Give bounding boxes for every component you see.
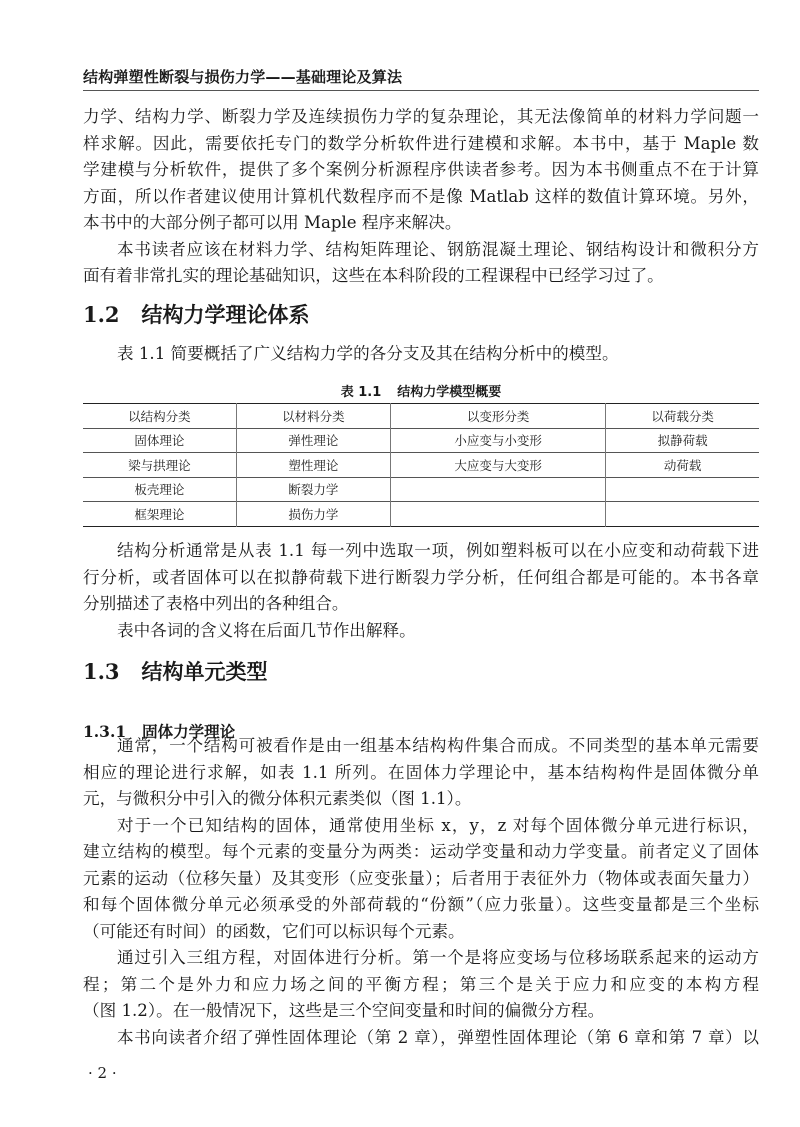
- section-number: 1.2: [83, 302, 120, 327]
- text-line: 本书中的大部分例子都可以用 Maple 程序来解决。: [83, 213, 462, 232]
- text-line: 程；第二个是外力和应力场之间的平衡方程；第三个是关于应力和应变的本构方程: [83, 974, 759, 994]
- table-cell: 大应变与大变形: [391, 453, 606, 478]
- table-header-cell: 以变形分类: [391, 404, 606, 429]
- table-row: [83, 502, 759, 527]
- table-cell: [391, 477, 606, 502]
- table-cell: 梁与拱理论: [83, 453, 236, 478]
- section-title: 结构单元类型: [141, 660, 268, 684]
- paragraph: [83, 341, 759, 368]
- table-cell: 损伤力学: [236, 502, 390, 527]
- text-line: 结构分析通常是从表 1.1 每一列中选取一项，例如塑料板可以在小应变和动荷载下进: [117, 541, 759, 560]
- text-line: 本书读者应该在材料力学、结构矩阵理论、钢筋混凝土理论、钢结构设计和微积分方: [117, 239, 759, 259]
- text-line: 分别描述了表格中列出的各种组合。: [83, 594, 349, 613]
- subsection-title: 固体力学理论: [142, 723, 236, 741]
- text-line: 方面，所以作者建议使用计算机代数程序而不是像 Matlab 这样的数值计算环境。另外，: [83, 186, 759, 206]
- table-cell: 断裂力学: [236, 477, 390, 502]
- table-row: [83, 453, 759, 478]
- table-title: 结构力学模型概要: [397, 385, 502, 400]
- section-title: 结构力学理论体系: [141, 303, 310, 327]
- section-heading-1-2: [83, 299, 310, 329]
- table-cell: 固体理论: [83, 428, 236, 453]
- table-row: [83, 477, 759, 502]
- text-line: 面有着非常扎实的理论基础知识，这些在本科阶段的工程课程中已经学习过了。: [83, 266, 664, 285]
- table-cell: 动荷载: [606, 453, 759, 478]
- paragraph: [83, 538, 759, 644]
- text-line: 通常，一个结构可被看作是由一组基本结构构件集合而成。不同类型的基本单元需要: [117, 736, 759, 755]
- table-cell: [391, 502, 606, 527]
- table-cell: 塑性理论: [236, 453, 390, 478]
- paragraph: [83, 104, 759, 290]
- running-header: 结构弹塑性断裂与损伤力学——基础理论及算法: [83, 68, 403, 86]
- table-cell: 板壳理论: [83, 477, 236, 502]
- text-line: 行分析，或者固体可以在拟静荷载下进行断裂力学分析，任何组合都是可能的。本书各章: [83, 567, 759, 587]
- text-line: 相应的理论进行求解，如表 1.1 所列。在固体力学理论中，基本结构构件是固体微分单: [83, 762, 759, 782]
- subsection-number: 1.3.1: [83, 722, 127, 741]
- table-cell: 小应变与小变形: [391, 428, 606, 453]
- model-table: [83, 403, 759, 527]
- text-line: 样求解。因此，需要依托专门的数学分析软件进行建模和求解。本书中，基于 Maple 数: [83, 133, 759, 153]
- page-number: · 2 ·: [88, 1064, 117, 1082]
- table-cell: 拟静荷载: [606, 428, 759, 453]
- table-cell: 框架理论: [83, 502, 236, 527]
- text-line: 元素的运动（位移矢量）及其变形（应变张量）；后者用于表征外力（物体或表面矢量力）: [83, 868, 759, 888]
- table-header-cell: 以结构分类: [128, 408, 191, 424]
- table-row: [83, 428, 759, 453]
- table-cell: [606, 502, 759, 527]
- text-line: 建立结构的模型。每个元素的变量分为两类：运动学变量和动力学变量。前者定义了固体: [83, 842, 759, 861]
- table-header-cell: 以荷载分类: [606, 404, 759, 429]
- text-line: （图 1.2）。在一般情况下，这些是三个空间变量和时间的偏微分方程。: [83, 1001, 605, 1020]
- paragraph: [83, 733, 759, 1051]
- text-line: 通过引入三组方程，对固体进行分析。第一个是将应变场与位移场联系起来的运动方: [117, 948, 759, 967]
- text-line: 对于一个已知结构的固体，通常使用坐标 x，y，z 对每个固体微分单元进行标识，: [117, 815, 759, 835]
- text-line: 元，与微积分中引入的微分体积元素类似（图 1.1）。: [83, 789, 472, 808]
- text-line: 表中各词的含义将在后面几节作出解释。: [117, 620, 416, 640]
- text-line: （可能还有时间）的函数，它们可以标识每个元素。: [83, 921, 465, 941]
- text-line: 力学、结构力学、断裂力学及连续损伤力学的复杂理论，其无法像简单的材料力学问题一: [83, 107, 759, 126]
- table-caption: [83, 381, 759, 400]
- header-rule: [83, 90, 759, 91]
- section-heading-1-3: [83, 656, 268, 686]
- section-number: 1.3: [83, 659, 120, 684]
- text-line: 本书向读者介绍了弹性固体理论（第 2 章），弹塑性固体理论（第 6 章和第 7 章）以: [117, 1027, 759, 1047]
- text-line: 表 1.1 简要概括了广义结构力学的各分支及其在结构分析中的模型。: [117, 344, 619, 363]
- table-cell: 弹性理论: [236, 428, 390, 453]
- table-number: 表 1.1: [340, 385, 382, 400]
- table-header-row: [83, 404, 759, 429]
- table-header-cell: 以材料分类: [236, 404, 390, 429]
- text-line: 和每个固体微分单元必须承受的外部荷载的“份额”（应力张量）。这些变量都是三个坐标: [83, 895, 759, 914]
- text-line: 学建模与分析软件，提供了多个案例分析源程序供读者参考。因为本书侧重点不在于计算: [83, 160, 759, 179]
- table-cell: [606, 477, 759, 502]
